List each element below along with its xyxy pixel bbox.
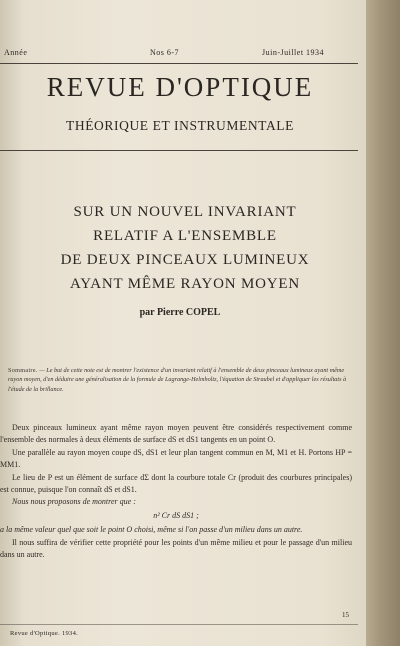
page-number: 15	[342, 611, 349, 619]
article-body	[0, 422, 352, 561]
article-abstract	[8, 366, 348, 394]
article-title-line: SUR UN NOUVEL INVARIANT	[73, 204, 297, 220]
abstract-text: — Le but de cette note est de montrer l'existence d'un invariant relatif à l'ensemble de deux pinceaux lumineux ayant même rayon moyen, d'en déduire une généralisation de la formule de Lagrange-Helmholtz, l'équation de Straubel et d'appliquer les résultats à l'étude de la brillance.	[8, 367, 347, 393]
journal-subtitle: THÉORIQUE ET INSTRUMENTALE	[66, 118, 294, 133]
footer-journal: Revue d'Optique. 1934.	[10, 630, 79, 637]
header-date: Juin-Juillet 1934	[262, 48, 325, 57]
body-paragraph: a la même valeur quel que soit le point O choisi, même si l'on passe d'un milieu dans un autre.	[0, 525, 303, 535]
header-year: Année	[4, 48, 28, 57]
body-paragraph: Une parallèle au rayon moyen coupe dS, dS1 et leur plan tangent commun en M, M1 et H. Portons HP = MM1.	[0, 447, 352, 470]
article-title-line: AYANT MÊME RAYON MOYEN	[70, 276, 300, 292]
footer-rule	[0, 624, 358, 625]
abstract-label: Sommaire.	[8, 367, 38, 374]
body-paragraph: Le lieu de P est un élément de surface dΣ dont la courbure totale Cr (produit des courbures principales) est connue, puisque l'on connaît dS et dS1.	[0, 472, 352, 495]
article-byline: par Pierre COPEL	[139, 307, 221, 318]
invariant-formula: n² Cr dS dS1 ;	[153, 510, 199, 520]
article-title	[0, 200, 370, 296]
article-title-line: DE DEUX PINCEAUX LUMINEUX	[60, 252, 310, 268]
running-header	[0, 44, 360, 60]
title-rule	[0, 150, 358, 151]
header-rule	[0, 63, 358, 64]
article-title-line: RELATIF A L'ENSEMBLE	[93, 228, 277, 244]
header-issue: Nos 6-7	[150, 48, 180, 57]
body-paragraph: Nous nous proposons de montrer que :	[12, 497, 136, 507]
book-spine	[366, 0, 400, 646]
body-paragraph: Deux pinceaux lumineux ayant même rayon moyen peuvent être considérés respectivement comme l'ensemble des normales à deux éléments de surface dS et dS1 tangents en un point O.	[0, 423, 352, 445]
body-paragraph: Il nous suffira de vérifier cette propriété pour les points d'un même milieu et pour le passage d'un milieu dans un autre.	[0, 537, 352, 560]
journal-title: REVUE D'OPTIQUE	[46, 72, 314, 102]
